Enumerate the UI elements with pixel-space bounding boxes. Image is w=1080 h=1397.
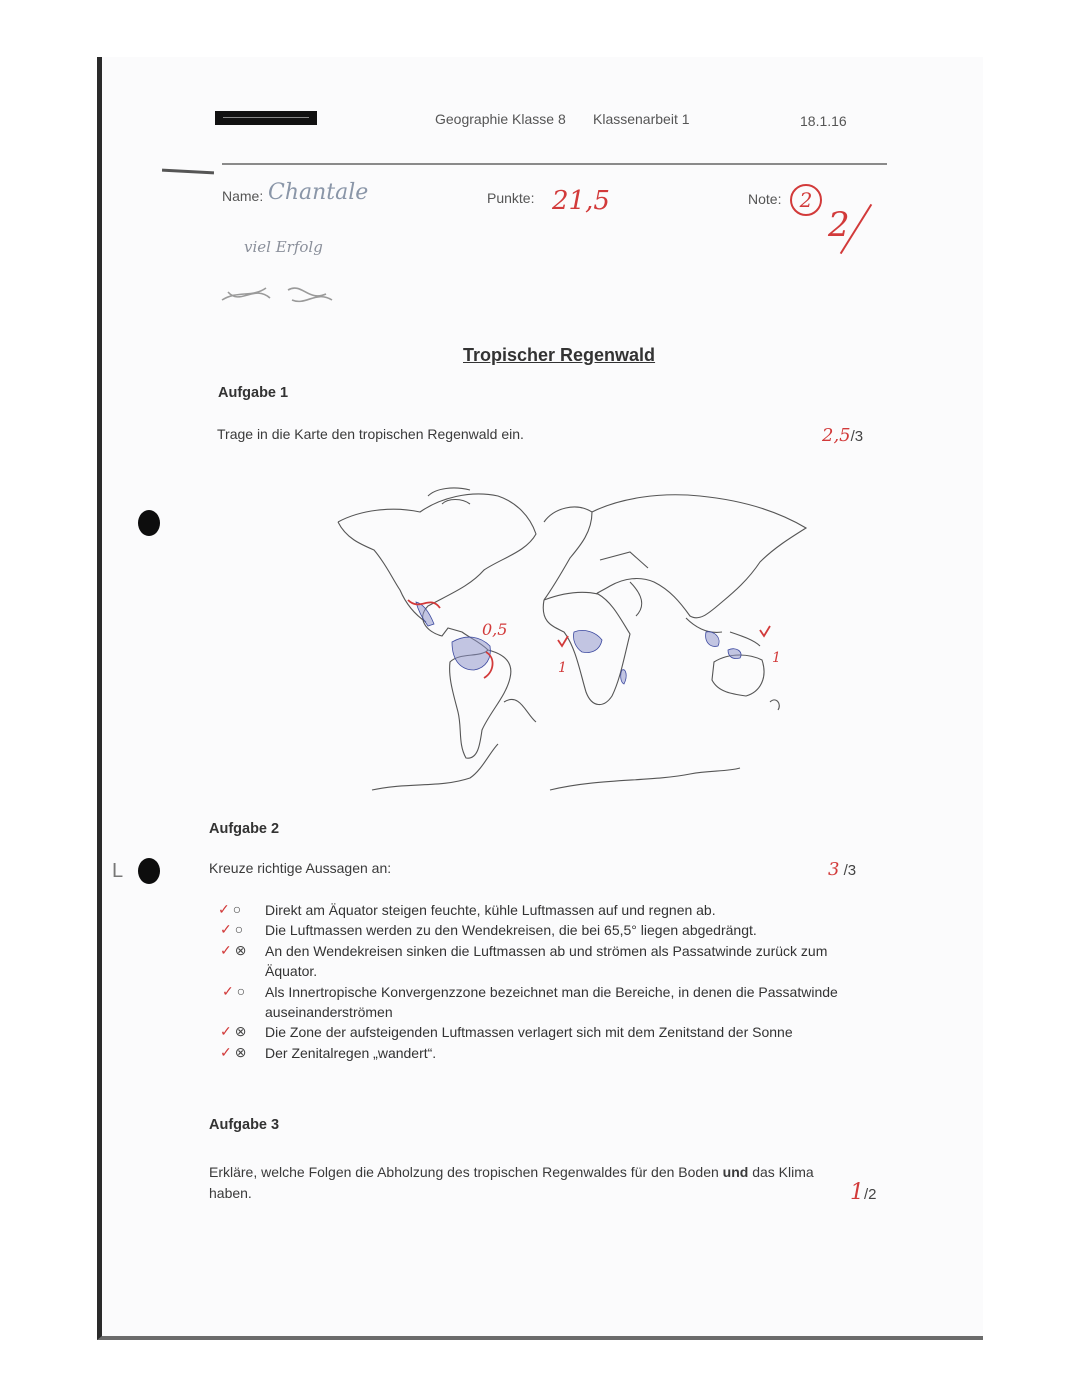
statement-1: Direkt am Äquator steigen feuchte, kühle Luftmassen auf und regnen ab. bbox=[265, 902, 716, 918]
world-map bbox=[330, 482, 820, 802]
margin-mark: L bbox=[112, 860, 124, 882]
map-mark-asia: 1 bbox=[772, 650, 781, 666]
grade-label: Note: bbox=[748, 191, 782, 207]
checkbox-6[interactable]: ✓ ⊗ bbox=[220, 1044, 247, 1060]
rainforest-amazon bbox=[452, 637, 490, 670]
task1-text: Trage in die Karte den tropischen Regenwald ein. bbox=[217, 426, 524, 442]
statement-3: An den Wendekreisen sinken die Luftmassen ab und strömen als Passatwinde zurück zum Äquator. bbox=[265, 943, 828, 979]
task1-score bbox=[822, 425, 863, 446]
task2-text: Kreuze richtige Aussagen an: bbox=[209, 860, 392, 876]
task3-score-max: /2 bbox=[864, 1186, 877, 1203]
punch-hole-bottom bbox=[138, 858, 160, 884]
task3-text bbox=[209, 1162, 859, 1204]
task1-score-got: 2,5 bbox=[822, 425, 851, 446]
redacted-block bbox=[215, 111, 317, 125]
header-date: 18.1.16 bbox=[800, 113, 847, 129]
task3-text-bold: und bbox=[722, 1164, 749, 1180]
map-mark-americas: 0,5 bbox=[482, 620, 508, 639]
statement-6: Der Zenitalregen „wandert“. bbox=[265, 1045, 437, 1061]
header-exam: Klassenarbeit 1 bbox=[593, 111, 690, 127]
checkbox-2[interactable]: ✓ ○ bbox=[220, 921, 244, 937]
name-value: Chantale bbox=[268, 180, 369, 205]
points-label: Punkte: bbox=[487, 190, 535, 206]
task2-score-max: /3 bbox=[843, 862, 857, 879]
points-value: 21,5 bbox=[552, 186, 610, 216]
task2-score-got: 3 bbox=[828, 859, 840, 880]
task3-score bbox=[850, 1180, 877, 1205]
task3-score-got: 1 bbox=[850, 1180, 864, 1205]
checkbox-1[interactable]: ✓ ○ bbox=[218, 901, 242, 917]
task3-text-after: das Klima haben. bbox=[209, 1164, 814, 1201]
grade-value bbox=[790, 184, 822, 216]
checkbox-3[interactable]: ✓ ⊗ bbox=[220, 942, 247, 958]
page-title: Tropischer Regenwald bbox=[463, 345, 656, 365]
teacher-comment: viel Erfolg bbox=[244, 238, 323, 256]
statement-4: Als Innertropische Konvergenzzone bezeichnet man die Bereiche, in denen die Passatwinde auseinanderströmen bbox=[265, 984, 838, 1020]
punch-hole-top bbox=[138, 510, 160, 536]
red-check-asia bbox=[760, 626, 770, 636]
rainforest-southeast-asia bbox=[706, 632, 741, 659]
teacher-signature bbox=[218, 276, 338, 310]
task2-heading: Aufgabe 2 bbox=[209, 821, 280, 837]
task3-heading: Aufgabe 3 bbox=[209, 1117, 280, 1133]
task3-text-before: Erkläre, welche Folgen die Abholzung des tropischen Regenwaldes für den Boden bbox=[209, 1164, 723, 1180]
header-subject: Geographie Klasse 8 bbox=[435, 111, 566, 127]
red-check-africa bbox=[558, 636, 568, 646]
grade-extra: 2 bbox=[828, 205, 850, 245]
task1-score-max: /3 bbox=[850, 428, 864, 445]
statement-5: Die Zone der aufsteigenden Luftmassen verlagert sich mit dem Zenitstand der Sonne bbox=[265, 1024, 793, 1040]
header-rule bbox=[222, 163, 887, 165]
name-label: Name: bbox=[222, 188, 264, 204]
checkbox-5[interactable]: ✓ ⊗ bbox=[220, 1023, 247, 1039]
map-mark-africa: 1 bbox=[558, 660, 567, 676]
statement-2: Die Luftmassen werden zu den Wendekreisen, die bei 65,5° liegen abgedrängt. bbox=[265, 922, 757, 938]
task1-heading: Aufgabe 1 bbox=[218, 385, 289, 401]
rainforest-congo bbox=[573, 630, 602, 652]
rainforest-central-america bbox=[416, 602, 434, 626]
checkbox-4[interactable]: ✓ ○ bbox=[222, 983, 246, 999]
rainforest-madagascar bbox=[621, 670, 626, 684]
grade-number: 2 bbox=[799, 188, 813, 212]
task2-score bbox=[828, 859, 856, 880]
